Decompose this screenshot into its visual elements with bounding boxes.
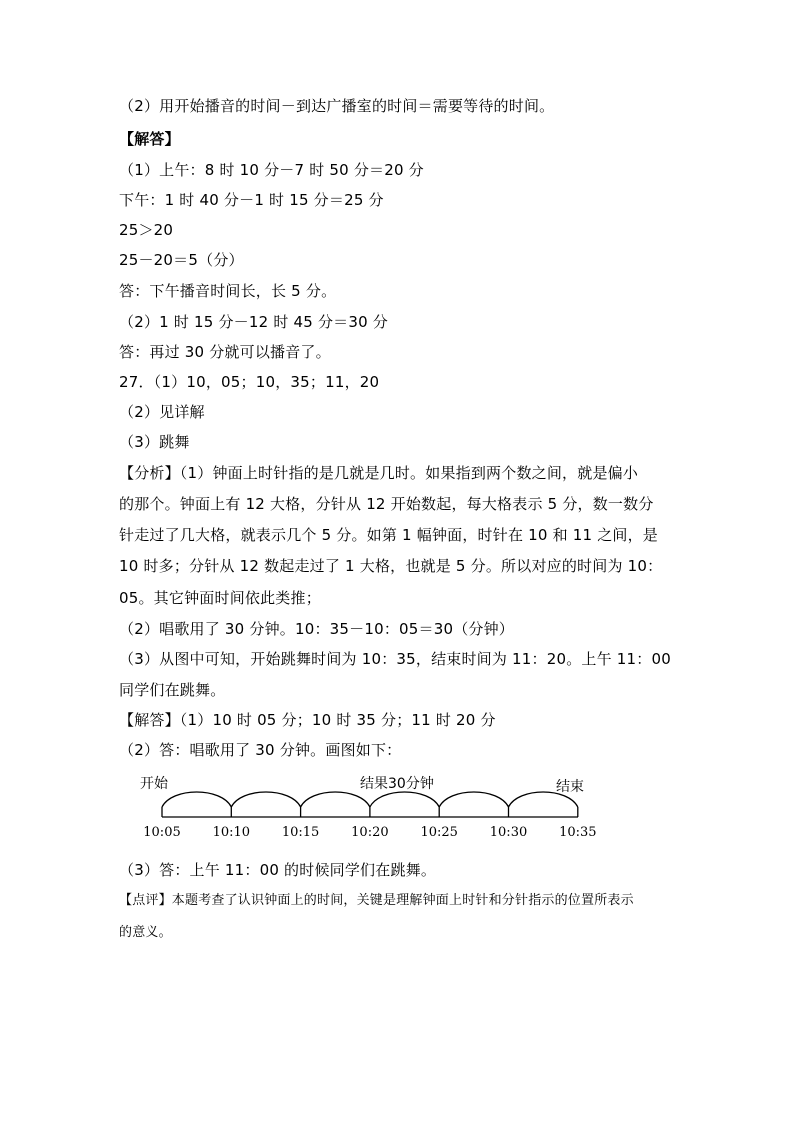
line-12: （3）跳舞 [119,433,190,451]
line-21: 【解答】（1）10 时 05 分；10 时 35 分；11 时 20 分 [119,711,496,729]
tick-label: 10:20 [351,825,389,840]
line-18: （2）唱歌用了 30 分钟。10：35－10：05＝30（分钟） [119,620,515,638]
line-25: 的意义。 [119,925,172,940]
interval-arc [370,792,439,807]
line-23: （3）答：上午 11：00 的时候同学们在跳舞。 [119,861,437,879]
middle-label: 结果30分钟 [360,776,434,792]
line-7: 答：下午播音时间长，长 5 分。 [119,282,337,300]
line-14: 的那个。钟面上有 12 大格，分针从 12 开始数起，每大格表示 5 分，数一数分 [119,495,654,513]
tick-label: 10:25 [420,825,458,840]
end-label: 结束 [556,779,584,795]
interval-arc [162,792,231,807]
tick-label: 10:35 [559,825,597,840]
tick-label: 10:10 [212,825,251,840]
interval-arc [439,792,508,807]
line-13: 【分析】（1）钟面上时针指的是几就是几时。如果指到两个数之间，就是偏小 [119,464,639,482]
line-4: 下午：1 时 40 分－1 时 15 分＝25 分 [119,191,384,209]
line-20: 同学们在跳舞。 [119,681,226,699]
start-label: 开始 [140,776,168,792]
line-16: 10 时多；分针从 12 数起走过了 1 大格，也就是 5 分。所以对应的时间为 10： [119,557,663,575]
line-1: （2）用开始播音的时间－到达广播室的时间＝需要等待的时间。 [119,97,555,115]
line-10: 27．（1）10，05；10，35；11，20 [119,373,380,391]
interval-arc [231,792,300,807]
line-22: （2）答：唱歌用了 30 分钟。画图如下： [119,741,402,759]
line-24: 【点评】本题考查了认识钟面上的时间，关键是理解钟面上时针和分针指示的位置所表示 [119,893,634,908]
line-17: 05。其它钟面时间依此类推； [119,589,321,607]
line-9: 答：再过 30 分就可以播音了。 [119,343,331,361]
line-15: 针走过了几大格，就表示几个 5 分。如第 1 幅钟面，时针在 10 和 11 之间，是 [119,526,659,544]
line-6: 25－20＝5（分） [119,251,244,269]
line-2: 【解答】 [119,130,180,148]
line-8: （2）1 时 15 分－12 时 45 分＝30 分 [119,313,389,331]
line-5: 25＞20 [119,221,174,239]
tick-label: 10:05 [143,825,181,840]
timeline-diagram [130,772,600,842]
tick-label: 10:15 [281,825,320,840]
line-19: （3）从图中可知，开始跳舞时间为 10：35，结束时间为 11：20。上午 11：00 [119,650,671,668]
interval-arc [301,792,370,807]
tick-label: 10:30 [489,825,528,840]
line-3: （1）上午：8 时 10 分－7 时 50 分＝20 分 [119,161,424,179]
line-11: （2）见详解 [119,403,205,421]
